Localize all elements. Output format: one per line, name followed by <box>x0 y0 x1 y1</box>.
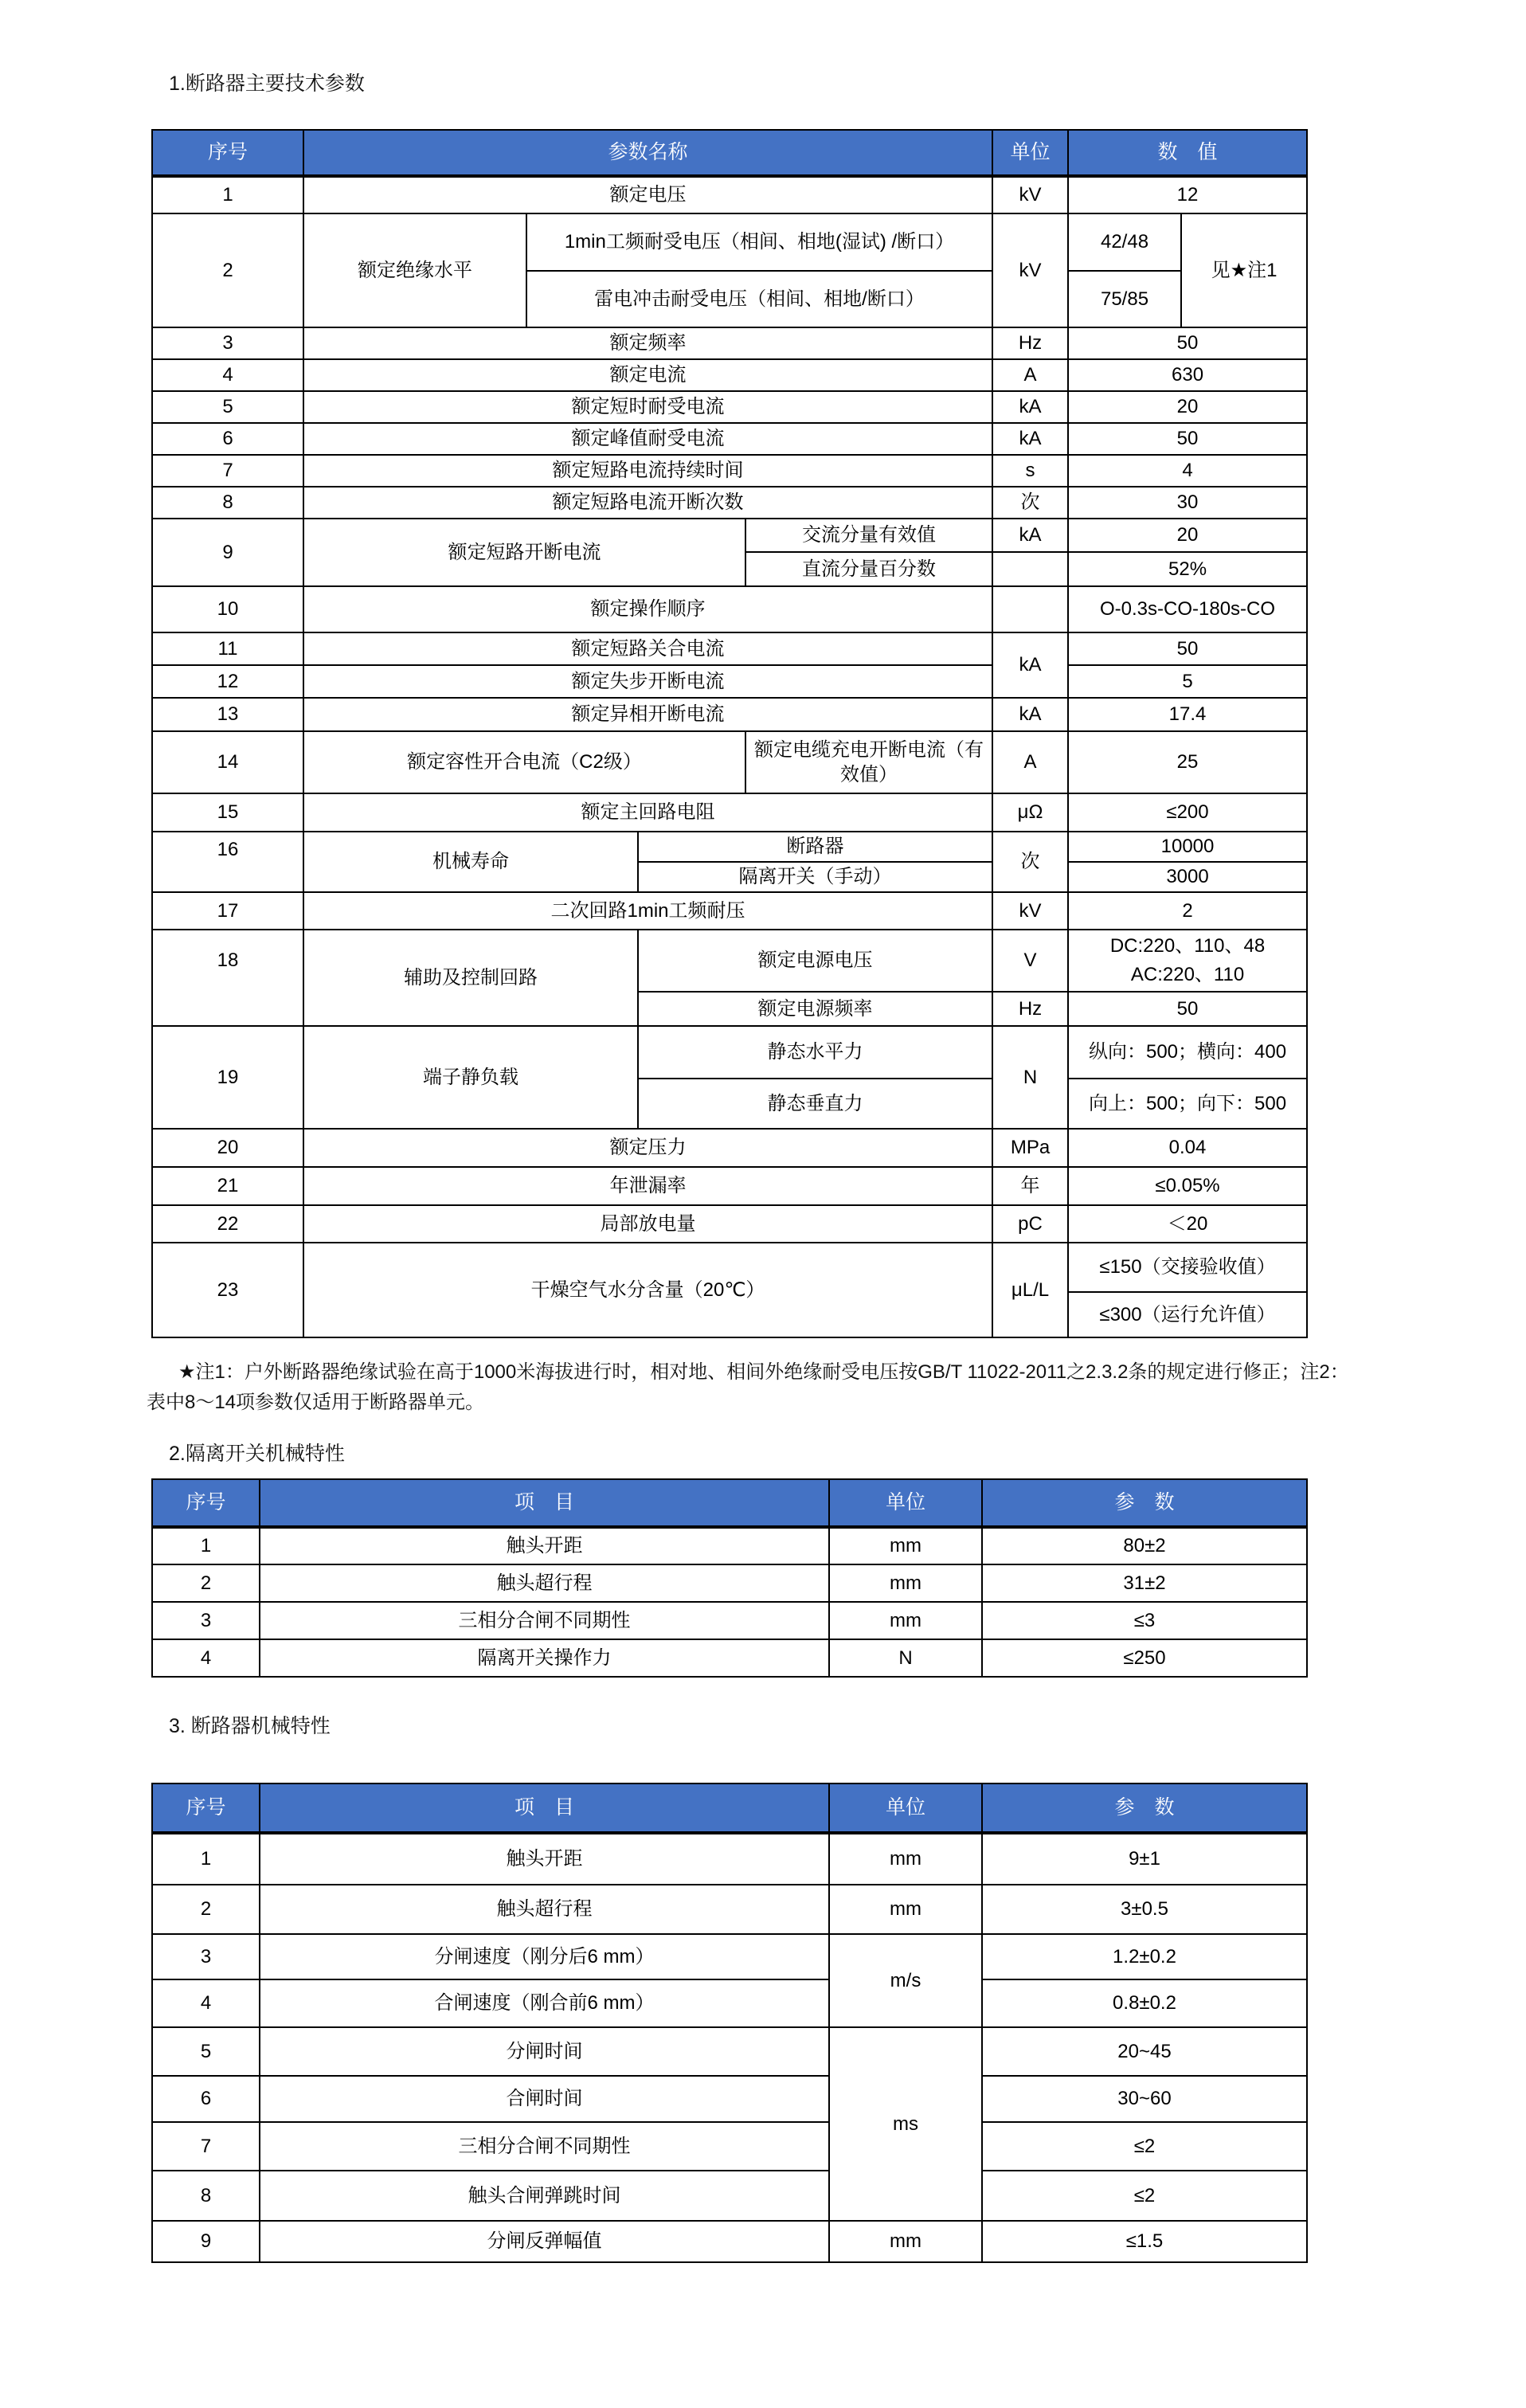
unit-cell: mm <box>829 2221 982 2262</box>
param-cell: 年泄漏率 <box>303 1167 992 1205</box>
table-row <box>152 1527 1307 1564</box>
table-header-row <box>152 1479 1307 1527</box>
no-cell: 6 <box>152 2076 260 2122</box>
value-cell: ≤250 <box>982 1639 1307 1677</box>
no-cell: 10 <box>152 586 303 632</box>
unit-cell: mm <box>829 1602 982 1639</box>
no-cell: 16 <box>152 832 303 892</box>
no-cell: 22 <box>152 1205 303 1243</box>
table-row <box>152 487 1307 519</box>
header-unit: 单位 <box>829 1479 982 1527</box>
table-row <box>152 793 1307 832</box>
param-cell: 端子静负载 <box>303 1026 638 1129</box>
no-cell: 4 <box>152 359 303 391</box>
unit-cell: mm <box>829 1564 982 1602</box>
param-cell: 辅助及控制回路 <box>303 930 638 1026</box>
no-cell: 2 <box>152 1564 260 1602</box>
no-cell: 19 <box>152 1026 303 1129</box>
unit-cell: ms <box>829 2027 982 2221</box>
no-cell: 7 <box>152 455 303 487</box>
unit-cell: kA <box>992 698 1068 731</box>
no-cell: 14 <box>152 731 303 793</box>
param-sub-cell: 1min工频耐受电压（相间、相地(湿试) /断口） <box>526 213 992 271</box>
value-cell: 3±0.5 <box>982 1885 1307 1934</box>
no-cell: 9 <box>152 2221 260 2262</box>
param-cell: 额定容性开合电流（C2级） <box>303 731 745 793</box>
table-row <box>152 2027 1307 2076</box>
param-sub-cell: 额定电缆充电开断电流（有效值） <box>745 731 992 793</box>
table-row <box>152 2076 1307 2122</box>
param-sub-cell: 额定电源电压 <box>638 930 992 992</box>
no-cell: 3 <box>152 1934 260 1979</box>
value-cell: 630 <box>1068 359 1307 391</box>
no-cell: 1 <box>152 176 303 213</box>
no-cell: 8 <box>152 487 303 519</box>
value-cell: ≤2 <box>982 2122 1307 2171</box>
value-cell: ≤0.05% <box>1068 1167 1307 1205</box>
param-cell: 额定短路开断电流 <box>303 519 745 586</box>
param-sub-cell: 静态水平力 <box>638 1026 992 1079</box>
value-cell: ＜20 <box>1068 1205 1307 1243</box>
value-cell: ≤150（交接验收值） <box>1068 1243 1307 1292</box>
section3-title: 3. 断路器机械特性 <box>169 1715 331 1737</box>
value-cell: O-0.3s-CO-180s-CO <box>1068 586 1307 632</box>
value-cell: 75/85 <box>1068 271 1181 327</box>
no-cell: 3 <box>152 1602 260 1639</box>
section2-title: 2.隔离开关机械特性 <box>169 1443 345 1465</box>
unit-cell: kA <box>992 519 1068 552</box>
table-row <box>152 2171 1307 2221</box>
breaker-mechanical-table <box>151 1783 1308 2263</box>
section1-title: 1.断路器主要技术参数 <box>169 72 365 95</box>
table-row <box>152 832 1307 862</box>
item-cell: 分闸时间 <box>260 2027 829 2076</box>
header-param-name: 参数名称 <box>303 130 992 176</box>
document-content <box>147 0 1349 2263</box>
table-row <box>152 1243 1307 1292</box>
value-cell: 9±1 <box>982 1833 1307 1885</box>
table-header-row <box>152 1783 1307 1833</box>
table-row <box>152 892 1307 930</box>
unit-cell: kA <box>992 632 1068 698</box>
param-sub-cell: 静态垂直力 <box>638 1079 992 1129</box>
no-cell: 21 <box>152 1167 303 1205</box>
value-line: DC:220、110、48 <box>1109 935 1266 957</box>
header-no: 序号 <box>152 130 303 176</box>
param-cell: 额定峰值耐受电流 <box>303 423 992 455</box>
item-cell: 触头开距 <box>260 1833 829 1885</box>
value-cell: 25 <box>1068 731 1307 793</box>
param-cell: 额定主回路电阻 <box>303 793 992 832</box>
param-cell: 干燥空气水分含量（20℃） <box>303 1243 992 1337</box>
value-cell: 2 <box>1068 892 1307 930</box>
value-cell: 向上：500；向下：500 <box>1068 1079 1307 1129</box>
item-cell: 触头开距 <box>260 1527 829 1564</box>
unit-cell: A <box>992 731 1068 793</box>
item-cell: 分闸速度（刚分后6 mm） <box>260 1934 829 1979</box>
header-unit: 单位 <box>829 1783 982 1833</box>
table-row <box>152 1205 1307 1243</box>
table-row <box>152 1167 1307 1205</box>
unit-cell: s <box>992 455 1068 487</box>
item-cell: 隔离开关操作力 <box>260 1639 829 1677</box>
no-cell: 5 <box>152 2027 260 2076</box>
unit-cell <box>992 552 1068 586</box>
header-item: 项 目 <box>260 1783 829 1833</box>
table-row <box>152 1129 1307 1167</box>
param-cell: 额定短路电流持续时间 <box>303 455 992 487</box>
value-cell: 50 <box>1068 327 1307 359</box>
value-cell: 3000 <box>1068 862 1307 892</box>
param-cell: 额定异相开断电流 <box>303 698 992 731</box>
table-row <box>152 519 1307 552</box>
param-cell: 机械寿命 <box>303 832 638 892</box>
unit-cell: Hz <box>992 992 1068 1026</box>
disconnector-mechanical-table <box>151 1478 1308 1678</box>
item-cell: 触头合闸弹跳时间 <box>260 2171 829 2221</box>
param-cell: 额定频率 <box>303 327 992 359</box>
header-no: 序号 <box>152 1783 260 1833</box>
footnote: ★注1：户外断路器绝缘试验在高于1000米海拔进行时，相对地、相间外绝缘耐受电压按GB/T 11022-2011之2.3.2条的规定进行修正；注2：表中8～14项参数仅适用于断路器单元。 <box>147 1361 1349 1413</box>
no-cell: 12 <box>152 665 303 698</box>
value-cell: 4 <box>1068 455 1307 487</box>
unit-cell: A <box>992 359 1068 391</box>
value-cell: 5 <box>1068 665 1307 698</box>
param-cell: 额定电压 <box>303 176 992 213</box>
table-row <box>152 359 1307 391</box>
unit-cell: pC <box>992 1205 1068 1243</box>
no-cell: 4 <box>152 1979 260 2027</box>
unit-cell: kA <box>992 391 1068 423</box>
no-cell: 3 <box>152 327 303 359</box>
unit-cell: kA <box>992 423 1068 455</box>
table-row <box>152 698 1307 731</box>
value-cell: 20 <box>1068 519 1307 552</box>
no-cell: 1 <box>152 1527 260 1564</box>
value-cell: 30 <box>1068 487 1307 519</box>
unit-cell: 年 <box>992 1167 1068 1205</box>
no-cell: 1 <box>152 1833 260 1885</box>
param-cell: 额定短路关合电流 <box>303 632 992 665</box>
no-cell: 11 <box>152 632 303 665</box>
table-row <box>152 665 1307 698</box>
unit-cell: mm <box>829 1527 982 1564</box>
table-row <box>152 455 1307 487</box>
table-row <box>152 632 1307 665</box>
param-cell: 额定失步开断电流 <box>303 665 992 698</box>
no-cell: 2 <box>152 213 303 327</box>
value-cell: 50 <box>1068 423 1307 455</box>
value-cell: 1.2±0.2 <box>982 1934 1307 1979</box>
param-sub-cell: 直流分量百分数 <box>745 552 992 586</box>
table-row <box>152 2122 1307 2171</box>
value-cell: ≤2 <box>982 2171 1307 2221</box>
item-cell: 触头超行程 <box>260 1564 829 1602</box>
value-cell: 20~45 <box>982 2027 1307 2076</box>
value-note-cell: 见★注1 <box>1181 213 1307 327</box>
main-parameters-table <box>151 129 1308 1338</box>
param-sub-cell: 交流分量有效值 <box>745 519 992 552</box>
item-cell: 合闸速度（刚合前6 mm） <box>260 1979 829 2027</box>
value-cell: ≤300（运行允许值） <box>1068 1292 1307 1337</box>
unit-cell: V <box>992 930 1068 992</box>
param-cell: 额定电流 <box>303 359 992 391</box>
no-cell: 4 <box>152 1639 260 1677</box>
item-cell: 三相分合闸不同期性 <box>260 1602 829 1639</box>
unit-cell: kV <box>992 213 1068 327</box>
header-param: 参 数 <box>982 1479 1307 1527</box>
param-sub-cell: 隔离开关（手动） <box>638 862 992 892</box>
value-cell: ≤200 <box>1068 793 1307 832</box>
table-row <box>152 2221 1307 2262</box>
table-row <box>152 423 1307 455</box>
param-cell: 额定绝缘水平 <box>303 213 526 327</box>
table-row <box>152 930 1307 992</box>
table-row <box>152 1934 1307 1979</box>
table-row <box>152 1979 1307 2027</box>
unit-cell: kV <box>992 892 1068 930</box>
table-row <box>152 586 1307 632</box>
no-cell: 20 <box>152 1129 303 1167</box>
table-row <box>152 176 1307 213</box>
item-cell: 触头超行程 <box>260 1885 829 1934</box>
table-row <box>152 327 1307 359</box>
param-cell: 额定短路电流开断次数 <box>303 487 992 519</box>
unit-cell: mm <box>829 1833 982 1885</box>
no-cell: 6 <box>152 423 303 455</box>
no-cell: 17 <box>152 892 303 930</box>
no-cell: 5 <box>152 391 303 423</box>
unit-cell: kV <box>992 176 1068 213</box>
unit-cell: 次 <box>992 487 1068 519</box>
table-row <box>152 1639 1307 1677</box>
value-cell: 42/48 <box>1068 213 1181 271</box>
no-cell: 23 <box>152 1243 303 1337</box>
value-cell <box>1068 930 1307 992</box>
table-row <box>152 1602 1307 1639</box>
value-cell: 50 <box>1068 632 1307 665</box>
unit-cell: N <box>829 1639 982 1677</box>
value-cell: 0.8±0.2 <box>982 1979 1307 2027</box>
no-cell: 2 <box>152 1885 260 1934</box>
value-cell: 80±2 <box>982 1527 1307 1564</box>
unit-cell: 次 <box>992 832 1068 892</box>
header-param: 参 数 <box>982 1783 1307 1833</box>
param-cell: 额定操作顺序 <box>303 586 992 632</box>
no-cell: 8 <box>152 2171 260 2221</box>
value-cell: 30~60 <box>982 2076 1307 2122</box>
unit-cell: Hz <box>992 327 1068 359</box>
no-cell: 15 <box>152 793 303 832</box>
table-row <box>152 1833 1307 1885</box>
value-cell: 12 <box>1068 176 1307 213</box>
param-cell: 额定压力 <box>303 1129 992 1167</box>
unit-cell <box>992 586 1068 632</box>
param-sub-cell: 断路器 <box>638 832 992 862</box>
item-cell: 分闸反弹幅值 <box>260 2221 829 2262</box>
table-row <box>152 1564 1307 1602</box>
value-line: AC:220、110 <box>1130 964 1245 985</box>
value-cell: 10000 <box>1068 832 1307 862</box>
table-row <box>152 1026 1307 1079</box>
param-cell: 二次回路1min工频耐压 <box>303 892 992 930</box>
param-sub-cell: 雷电冲击耐受电压（相间、相地/断口） <box>526 271 992 327</box>
unit-cell: mm <box>829 1885 982 1934</box>
value-cell: 0.04 <box>1068 1129 1307 1167</box>
value-cell: 52% <box>1068 552 1307 586</box>
value-cell: 纵向：500；横向：400 <box>1068 1026 1307 1079</box>
no-cell: 18 <box>152 930 303 1026</box>
value-cell: 50 <box>1068 992 1307 1026</box>
unit-cell: N <box>992 1026 1068 1129</box>
param-cell: 局部放电量 <box>303 1205 992 1243</box>
unit-cell: μL/L <box>992 1243 1068 1337</box>
unit-cell: μΩ <box>992 793 1068 832</box>
item-cell: 合闸时间 <box>260 2076 829 2122</box>
header-unit: 单位 <box>992 130 1068 176</box>
unit-cell: MPa <box>992 1129 1068 1167</box>
value-cell: 17.4 <box>1068 698 1307 731</box>
no-cell: 9 <box>152 519 303 586</box>
table-row <box>152 213 1307 271</box>
table-row <box>152 731 1307 793</box>
value-cell: ≤1.5 <box>982 2221 1307 2262</box>
header-value: 数 值 <box>1068 130 1307 176</box>
unit-cell: m/s <box>829 1934 982 2027</box>
table-row <box>152 391 1307 423</box>
value-cell: 20 <box>1068 391 1307 423</box>
value-cell: 31±2 <box>982 1564 1307 1602</box>
header-item: 项 目 <box>260 1479 829 1527</box>
table-row <box>152 1885 1307 1934</box>
table-header-row <box>152 130 1307 176</box>
value-cell: ≤3 <box>982 1602 1307 1639</box>
param-cell: 额定短时耐受电流 <box>303 391 992 423</box>
header-no: 序号 <box>152 1479 260 1527</box>
no-cell: 13 <box>152 698 303 731</box>
no-cell: 7 <box>152 2122 260 2171</box>
param-sub-cell: 额定电源频率 <box>638 992 992 1026</box>
item-cell: 三相分合闸不同期性 <box>260 2122 829 2171</box>
